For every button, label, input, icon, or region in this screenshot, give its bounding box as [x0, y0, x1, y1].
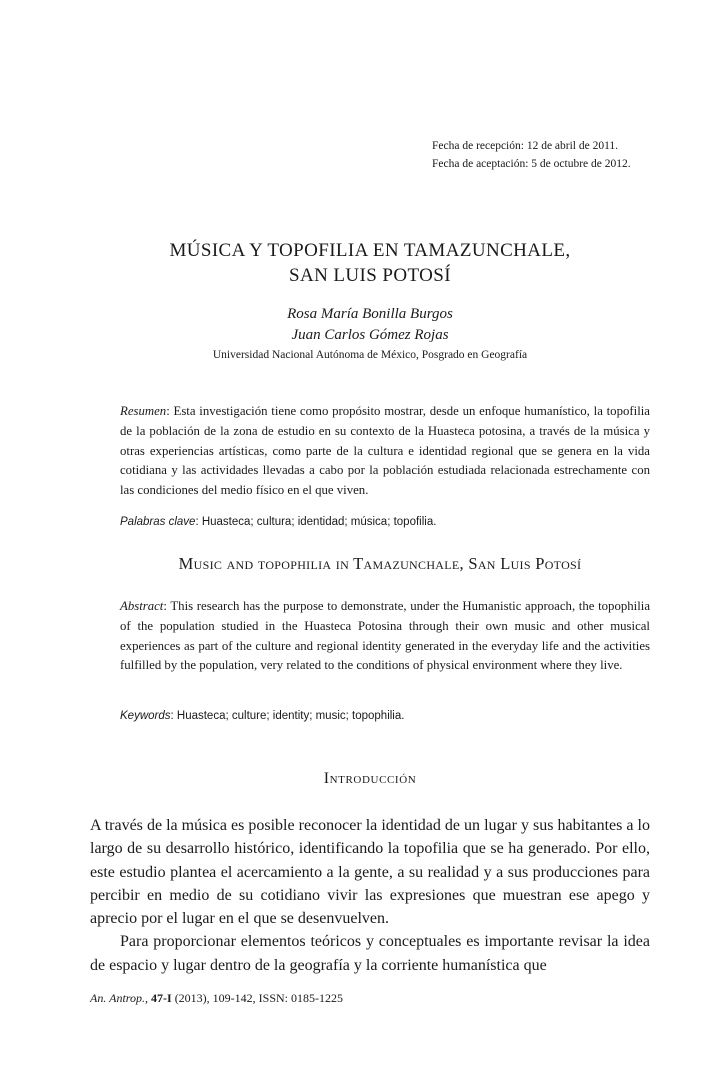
section-heading: Introducción — [323, 770, 417, 787]
abstract-label: Abstract — [120, 599, 164, 613]
footer-citation: (2013), 109-142, ISSN: 0185-1225 — [174, 991, 344, 1005]
keywords — [120, 708, 650, 724]
keywords-text: : Huasteca; culture; identity; music; topophilia. — [170, 710, 405, 722]
author-1: Rosa María Bonilla Burgos — [287, 306, 453, 322]
resumen-paragraph — [120, 402, 650, 501]
body-paragraph-2: Para proporcionar elementos teóricos y conceptuales es importante revisar la idea de espacio y lugar dentro de la geografía y la corriente humanística que — [90, 933, 650, 974]
title-line-1: MÚSICA Y TOPOFILIA EN TAMAZUNCHALE, — [169, 240, 571, 261]
page-footer — [90, 990, 343, 1006]
submission-dates — [432, 137, 631, 173]
author-2: Juan Carlos Gómez Rojas — [291, 327, 449, 343]
affiliation: Universidad Nacional Autónoma de México, Posgrado en Geografía — [212, 349, 528, 361]
abstract-paragraph — [120, 597, 650, 676]
received-date: Fecha de recepción: 12 de abril de 2011. — [432, 140, 619, 152]
footer-volume: 47-I — [151, 991, 172, 1005]
english-title: Music and topophilia in Tamazunchale, San Luis Potosí — [178, 554, 582, 573]
accepted-date: Fecha de aceptación: 5 de octubre de 2012. — [432, 158, 631, 170]
palabras-clave-label: Palabras clave — [120, 516, 196, 528]
article-title — [90, 238, 650, 288]
resumen-label: Resumen — [120, 404, 167, 418]
keywords-label: Keywords — [120, 710, 171, 722]
body-text — [90, 814, 650, 977]
palabras-clave — [120, 514, 650, 530]
resumen-text: : Esta investigación tiene como propósito mostrar, desde un enfoque humanístico, la topofilia de la población de la zona de estudio en su contexto de la Huasteca potosina, a través de la música y otras experiencias artísticas, como parte de la cultura e identidad regional que se genera en la vida cotidiana y las actividades llevadas a cabo por la población estudiada relacionada estrechamente con las condiciones del medio físico en el que viven. — [120, 404, 650, 498]
title-line-2: SAN LUIS POTOSÍ — [289, 265, 451, 286]
author-list — [90, 304, 650, 346]
body-paragraph-1: A través de la música es posible reconocer la identidad de un lugar y sus habitantes a lo largo de su desarrollo histórico, identificando la topofilia que se ha generado. Por ello, este estudio plantea el acercamiento a la gente, a su realidad y a sus producciones para percibir en medio de su cotidiano vivir las expresiones que muestran ese apego y aprecio por el lugar en el que se desenvuelven. — [90, 817, 650, 928]
abstract-text: : This research has the purpose to demonstrate, under the Humanistic approach, the topophilia of the population studied in the Huasteca Potosina through their own music and other musical experiences as part of the culture and regional identity generated in the everyday life and the activities fulfilled by the population, very related to the conditions of physical environment where they live. — [120, 599, 650, 673]
palabras-clave-text: : Huasteca; cultura; identidad; música; topofilia. — [195, 516, 437, 528]
footer-journal: An. Antrop., — [90, 991, 149, 1005]
